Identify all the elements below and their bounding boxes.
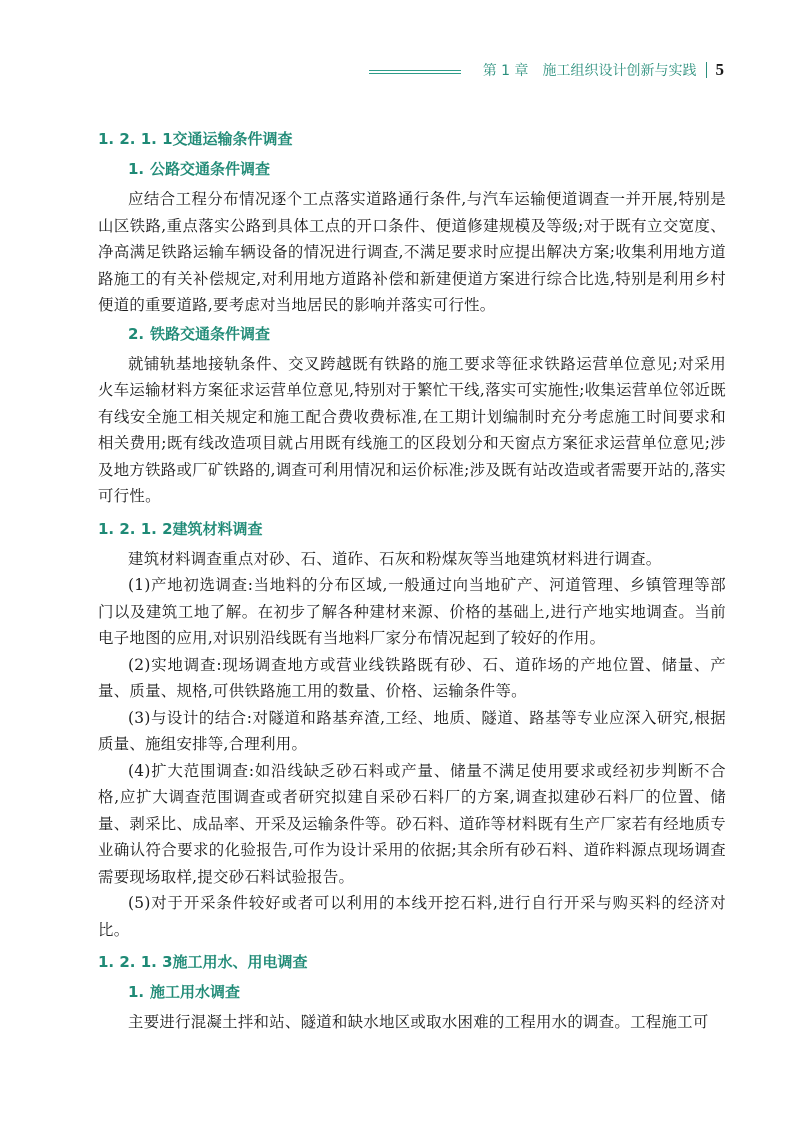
subsection-title: 施工用水调查: [150, 983, 241, 1001]
header-chapter-title: 施工组织设计创新与实践: [542, 63, 697, 79]
subsection-title: 铁路交通条件调查: [150, 324, 271, 343]
section-number: 1. 2. 1. 3: [98, 953, 173, 971]
subsection-heading: [128, 156, 726, 182]
header-chapter: 第 1 章: [482, 63, 529, 79]
section-heading: [98, 949, 726, 975]
running-header: [369, 58, 724, 82]
section-title: 施工用水、用电调查: [172, 953, 308, 971]
subsection-heading: [128, 979, 726, 1005]
paragraph: 主要进行混凝土拌和站、隧道和缺水地区或取水困难的工程用水的调查。工程施工可: [128, 1013, 709, 1031]
subsection-title: 公路交通条件调查: [150, 160, 271, 178]
page-number: 5: [715, 60, 724, 79]
section-heading: [98, 126, 726, 152]
paragraph: 建筑材料调查重点对砂、石、道砟、石灰和粉煤灰等当地建筑材料进行调查。: [128, 549, 662, 568]
subsection-number: 1.: [128, 983, 145, 1001]
section-number: 1. 2. 1. 1: [98, 130, 173, 148]
section-number: 1. 2. 1. 2: [98, 519, 173, 538]
paragraph: 就铺轨基地接轨条件、交叉跨越既有铁路的施工要求等征求铁路运营单位意见;对采用火车运输材料方案征求运营单位意见,特别对于繁忙干线,落实可实施性;收集运营单位邻近既有线安全施工相关规定和施工配合费收费标准,在工期计划编制时充分考虑施工时间要求和相关费用;既有线改造项目就占用既有线施工的区段划分和天窗点方案征求运营单位意见;涉及地方铁路或厂矿铁路的,调查可利用情况和运价标准;涉及既有站改造或者需要开站的,落实可行性。: [98, 354, 726, 505]
subsection-heading: [128, 321, 726, 347]
header-separator: [706, 62, 707, 78]
subsection-number: 2.: [128, 324, 145, 343]
page-body: [98, 120, 726, 1036]
section-heading: [98, 516, 726, 542]
paragraph: 应结合工程分布情况逐个工点落实道路通行条件,与汽车运输便道调查一并开展,特别是山区铁路,重点落实公路到具体工点的开口条件、便道修建规模及等级;对于既有立交宽度、净高满足铁路运输车辆设备的情况进行调查,不满足要求时应提出解决方案;收集利用地方道路施工的有关补偿规定,对利用地方道路补偿和新建便道方案进行综合比选,特别是利用乡村便道的重要道路,要考虑对当地居民的影响并落实可行性。: [98, 190, 726, 314]
paragraph: (5)对于开采条件较好或者可以利用的本线开挖石料,进行自行开采与购买料的经济对比。: [98, 894, 726, 939]
header-decorative-rule: [369, 70, 461, 71]
section-title: 交通运输条件调查: [172, 130, 293, 148]
paragraph: (4)扩大范围调查:如沿线缺乏砂石料或产量、储量不满足使用要求或经初步判断不合格,应扩大调查范围调查或者研究拟建自采砂石料厂的方案,调查拟建砂石料厂的位置、储量、剥采比、成品率、开采及运输条件等。砂石料、道砟等材料既有生产厂家若有经地质专业确认符合要求的化验报告,可作为设计采用的依据;其余所有砂石料、道砟料源点现场调查需要现场取样,提交砂石料试验报告。: [98, 761, 726, 886]
paragraph: (3)与设计的结合:对隧道和路基弃渣,工经、地质、隧道、路基等专业应深入研究,根据质量、施组安排等,合理利用。: [98, 708, 726, 753]
section-title: 建筑材料调查: [172, 519, 263, 538]
paragraph: (1)产地初选调查:当地料的分布区域,一般通过向当地矿产、河道管理、乡镇管理等部门以及建筑工地了解。在初步了解各种建材来源、价格的基础上,进行产地实地调查。当前电子地图的应用,对识别沿线既有当地料厂家分布情况起到了较好的作用。: [98, 576, 726, 647]
subsection-number: 1.: [128, 160, 145, 178]
paragraph: (2)实地调查:现场调查地方或营业线铁路既有砂、石、道砟场的产地位置、储量、产量、质量、规格,可供铁路施工用的数量、价格、运输条件等。: [98, 655, 726, 700]
